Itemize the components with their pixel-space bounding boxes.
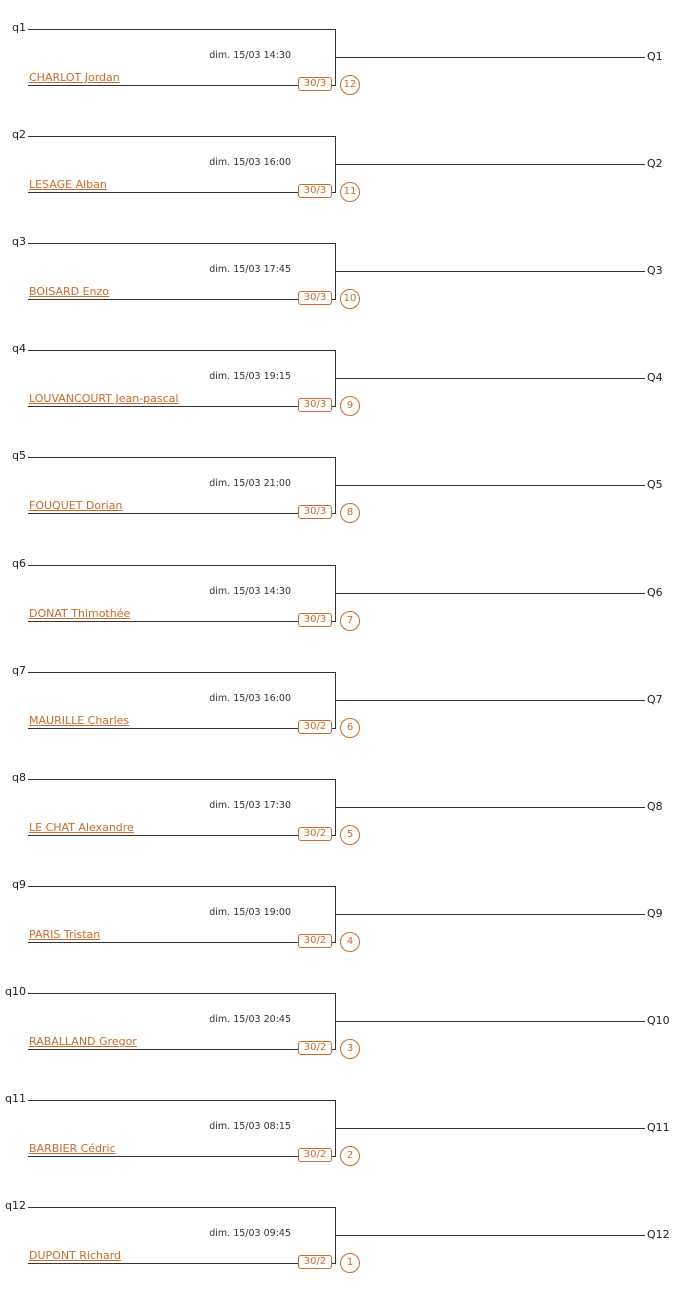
player-link[interactable]: LOUVANCOURT Jean-pascal	[29, 392, 179, 405]
winner-line	[335, 593, 645, 594]
bracket-match	[0, 128, 687, 243]
qualifier-in-label: q8	[12, 771, 26, 784]
bracket-match	[0, 878, 687, 993]
top-entry-line	[28, 779, 336, 780]
match-time: dim. 15/03 14:30	[209, 50, 291, 61]
ranking-badge: 30/2	[298, 1255, 332, 1269]
seed-badge: 3	[340, 1039, 360, 1059]
qualifier-out-label: Q4	[647, 371, 663, 384]
bottom-entry-line	[28, 728, 298, 729]
top-entry-line	[28, 1207, 336, 1208]
match-time: dim. 15/03 16:00	[209, 693, 291, 704]
winner-line	[335, 378, 645, 379]
ranking-badge: 30/3	[298, 505, 332, 519]
top-entry-line	[28, 243, 336, 244]
match-time: dim. 15/03 14:30	[209, 586, 291, 597]
qualifier-in-label: q4	[12, 342, 26, 355]
bracket-match	[0, 1092, 687, 1207]
qualifier-in-label: q9	[12, 878, 26, 891]
seed-badge: 7	[340, 611, 360, 631]
qualifier-out-label: Q1	[647, 50, 663, 63]
bracket-match	[0, 449, 687, 564]
qualifier-in-label: q1	[12, 21, 26, 34]
ranking-badge: 30/2	[298, 720, 332, 734]
seed-badge: 1	[340, 1253, 360, 1273]
bottom-entry-line	[28, 835, 298, 836]
match-time: dim. 15/03 19:15	[209, 371, 291, 382]
winner-line	[335, 914, 645, 915]
bottom-entry-line	[28, 192, 298, 193]
bottom-entry-line	[28, 942, 298, 943]
ranking-badge: 30/2	[298, 1041, 332, 1055]
ranking-badge: 30/3	[298, 398, 332, 412]
bracket-match	[0, 1199, 687, 1314]
match-time: dim. 15/03 17:45	[209, 264, 291, 275]
ranking-badge: 30/3	[298, 77, 332, 91]
qualifier-out-label: Q10	[647, 1014, 670, 1027]
qualifier-in-label: q7	[12, 664, 26, 677]
seed-badge: 9	[340, 396, 360, 416]
qualifier-out-label: Q2	[647, 157, 663, 170]
qualifier-in-label: q6	[12, 557, 26, 570]
player-link[interactable]: RABALLAND Gregor	[29, 1035, 137, 1048]
top-entry-line	[28, 350, 336, 351]
bracket-match	[0, 342, 687, 457]
qualifier-out-label: Q9	[647, 907, 663, 920]
match-time: dim. 15/03 09:45	[209, 1228, 291, 1239]
match-time: dim. 15/03 19:00	[209, 907, 291, 918]
player-link[interactable]: CHARLOT Jordan	[29, 71, 120, 84]
bracket-match	[0, 235, 687, 350]
match-time: dim. 15/03 21:00	[209, 478, 291, 489]
seed-badge: 10	[340, 289, 360, 309]
ranking-badge: 30/3	[298, 184, 332, 198]
match-time: dim. 15/03 08:15	[209, 1121, 291, 1132]
bottom-entry-line	[28, 406, 298, 407]
seed-badge: 6	[340, 718, 360, 738]
top-entry-line	[28, 993, 336, 994]
qualifier-in-label: q5	[12, 449, 26, 462]
qualifier-out-label: Q7	[647, 693, 663, 706]
ranking-badge: 30/3	[298, 291, 332, 305]
player-link[interactable]: LE CHAT Alexandre	[29, 821, 134, 834]
top-entry-line	[28, 565, 336, 566]
ranking-badge: 30/2	[298, 827, 332, 841]
top-entry-line	[28, 29, 336, 30]
player-link[interactable]: PARIS Tristan	[29, 928, 101, 941]
winner-line	[335, 700, 645, 701]
ranking-badge: 30/2	[298, 934, 332, 948]
player-link[interactable]: DONAT Thimothée	[29, 607, 131, 620]
ranking-badge: 30/3	[298, 613, 332, 627]
winner-line	[335, 485, 645, 486]
qualifier-in-label: q12	[5, 1199, 26, 1212]
bracket-match	[0, 664, 687, 779]
qualifier-in-label: q3	[12, 235, 26, 248]
top-entry-line	[28, 672, 336, 673]
top-entry-line	[28, 136, 336, 137]
seed-badge: 4	[340, 932, 360, 952]
winner-line	[335, 1235, 645, 1236]
bracket-match	[0, 771, 687, 886]
player-link[interactable]: LESAGE Alban	[29, 178, 107, 191]
winner-line	[335, 57, 645, 58]
player-link[interactable]: BOISARD Enzo	[29, 285, 110, 298]
seed-badge: 5	[340, 825, 360, 845]
qualifier-out-label: Q6	[647, 586, 663, 599]
qualifier-out-label: Q12	[647, 1228, 670, 1241]
match-time: dim. 15/03 20:45	[209, 1014, 291, 1025]
player-link[interactable]: DUPONT Richard	[29, 1249, 122, 1262]
player-link[interactable]: FOUQUET Dorian	[29, 499, 123, 512]
qualifier-out-label: Q5	[647, 478, 663, 491]
winner-line	[335, 164, 645, 165]
winner-line	[335, 1021, 645, 1022]
seed-badge: 8	[340, 503, 360, 523]
bottom-entry-line	[28, 1156, 298, 1157]
top-entry-line	[28, 886, 336, 887]
winner-line	[335, 1128, 645, 1129]
bracket-match	[0, 985, 687, 1100]
bottom-entry-line	[28, 621, 298, 622]
player-link[interactable]: BARBIER Cédric	[29, 1142, 116, 1155]
winner-line	[335, 807, 645, 808]
top-entry-line	[28, 457, 336, 458]
bottom-entry-line	[28, 513, 298, 514]
seed-badge: 2	[340, 1146, 360, 1166]
match-time: dim. 15/03 16:00	[209, 157, 291, 168]
bottom-entry-line	[28, 85, 298, 86]
bracket-match	[0, 557, 687, 672]
qualifier-out-label: Q11	[647, 1121, 670, 1134]
qualifier-in-label: q11	[5, 1092, 26, 1105]
player-link[interactable]: MAURILLE Charles	[29, 714, 130, 727]
bottom-entry-line	[28, 299, 298, 300]
seed-badge: 11	[340, 182, 360, 202]
bottom-entry-line	[28, 1263, 298, 1264]
qualifier-out-label: Q8	[647, 800, 663, 813]
winner-line	[335, 271, 645, 272]
seed-badge: 12	[340, 75, 360, 95]
top-entry-line	[28, 1100, 336, 1101]
qualifier-in-label: q2	[12, 128, 26, 141]
ranking-badge: 30/2	[298, 1148, 332, 1162]
qualifier-out-label: Q3	[647, 264, 663, 277]
qualifier-in-label: q10	[5, 985, 26, 998]
bracket-match	[0, 21, 687, 136]
bottom-entry-line	[28, 1049, 298, 1050]
match-time: dim. 15/03 17:30	[209, 800, 291, 811]
